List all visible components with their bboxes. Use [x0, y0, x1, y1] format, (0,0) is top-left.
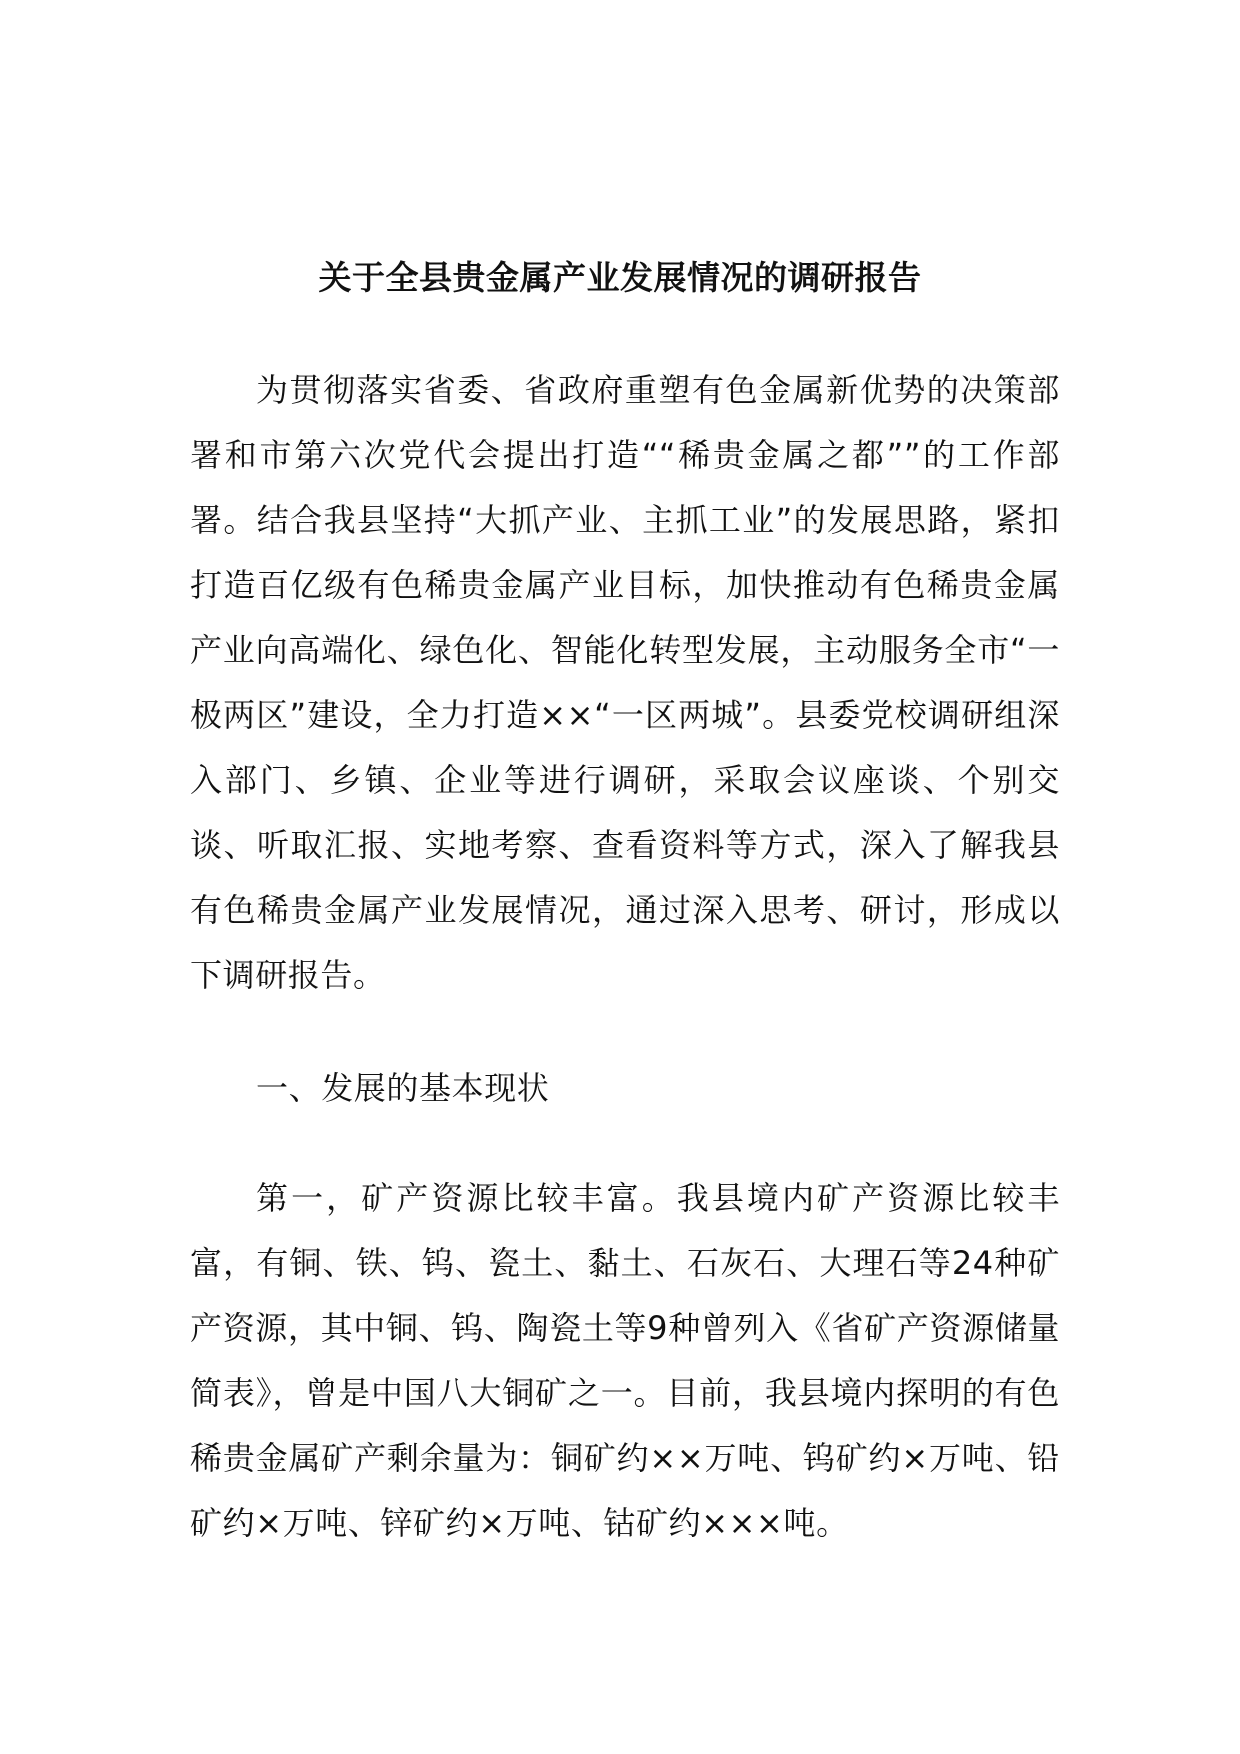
intro-paragraph: 为贯彻落实省委、省政府重塑有色金属新优势的决策部署和市第六次党代会提出打造““稀贵金属之都””的工作部署。结合我县坚持“大抓产业、主抓工业”的发展思路，紧扣打造百亿级有色稀贵金属产业目标，加快推动有色稀贵金属产业向高端化、绿色化、智能化转型发展，主动服务全市“一极两区”建设，全力打造××“一区两城”。县委党校调研组深入部门、乡镇、企业等进行调研，采取会议座谈、个别交谈、听取汇报、实地考察、查看资料等方式，深入了解我县有色稀贵金属产业发展情况，通过深入思考、研讨，形成以下调研报告。 [190, 371, 1060, 994]
section-paragraph: 第一，矿产资源比较丰富。我县境内矿产资源比较丰富，有铜、铁、钨、瓷土、黏土、石灰石、大理石等24种矿产资源，其中铜、钨、陶瓷土等9种曾列入《省矿产资源储量简表》，曾是中国八大铜矿之一。目前，我县境内探明的有色稀贵金属矿产剩余量为：铜矿约××万吨、钨矿约×万吨、铅矿约×万吨、锌矿约×万吨、钴矿约×××吨。 [190, 1179, 1060, 1542]
section-heading: 一、发展的基本现状 [256, 1069, 550, 1107]
document-title: 关于全县贵金属产业发展情况的调研报告 [318, 258, 922, 297]
